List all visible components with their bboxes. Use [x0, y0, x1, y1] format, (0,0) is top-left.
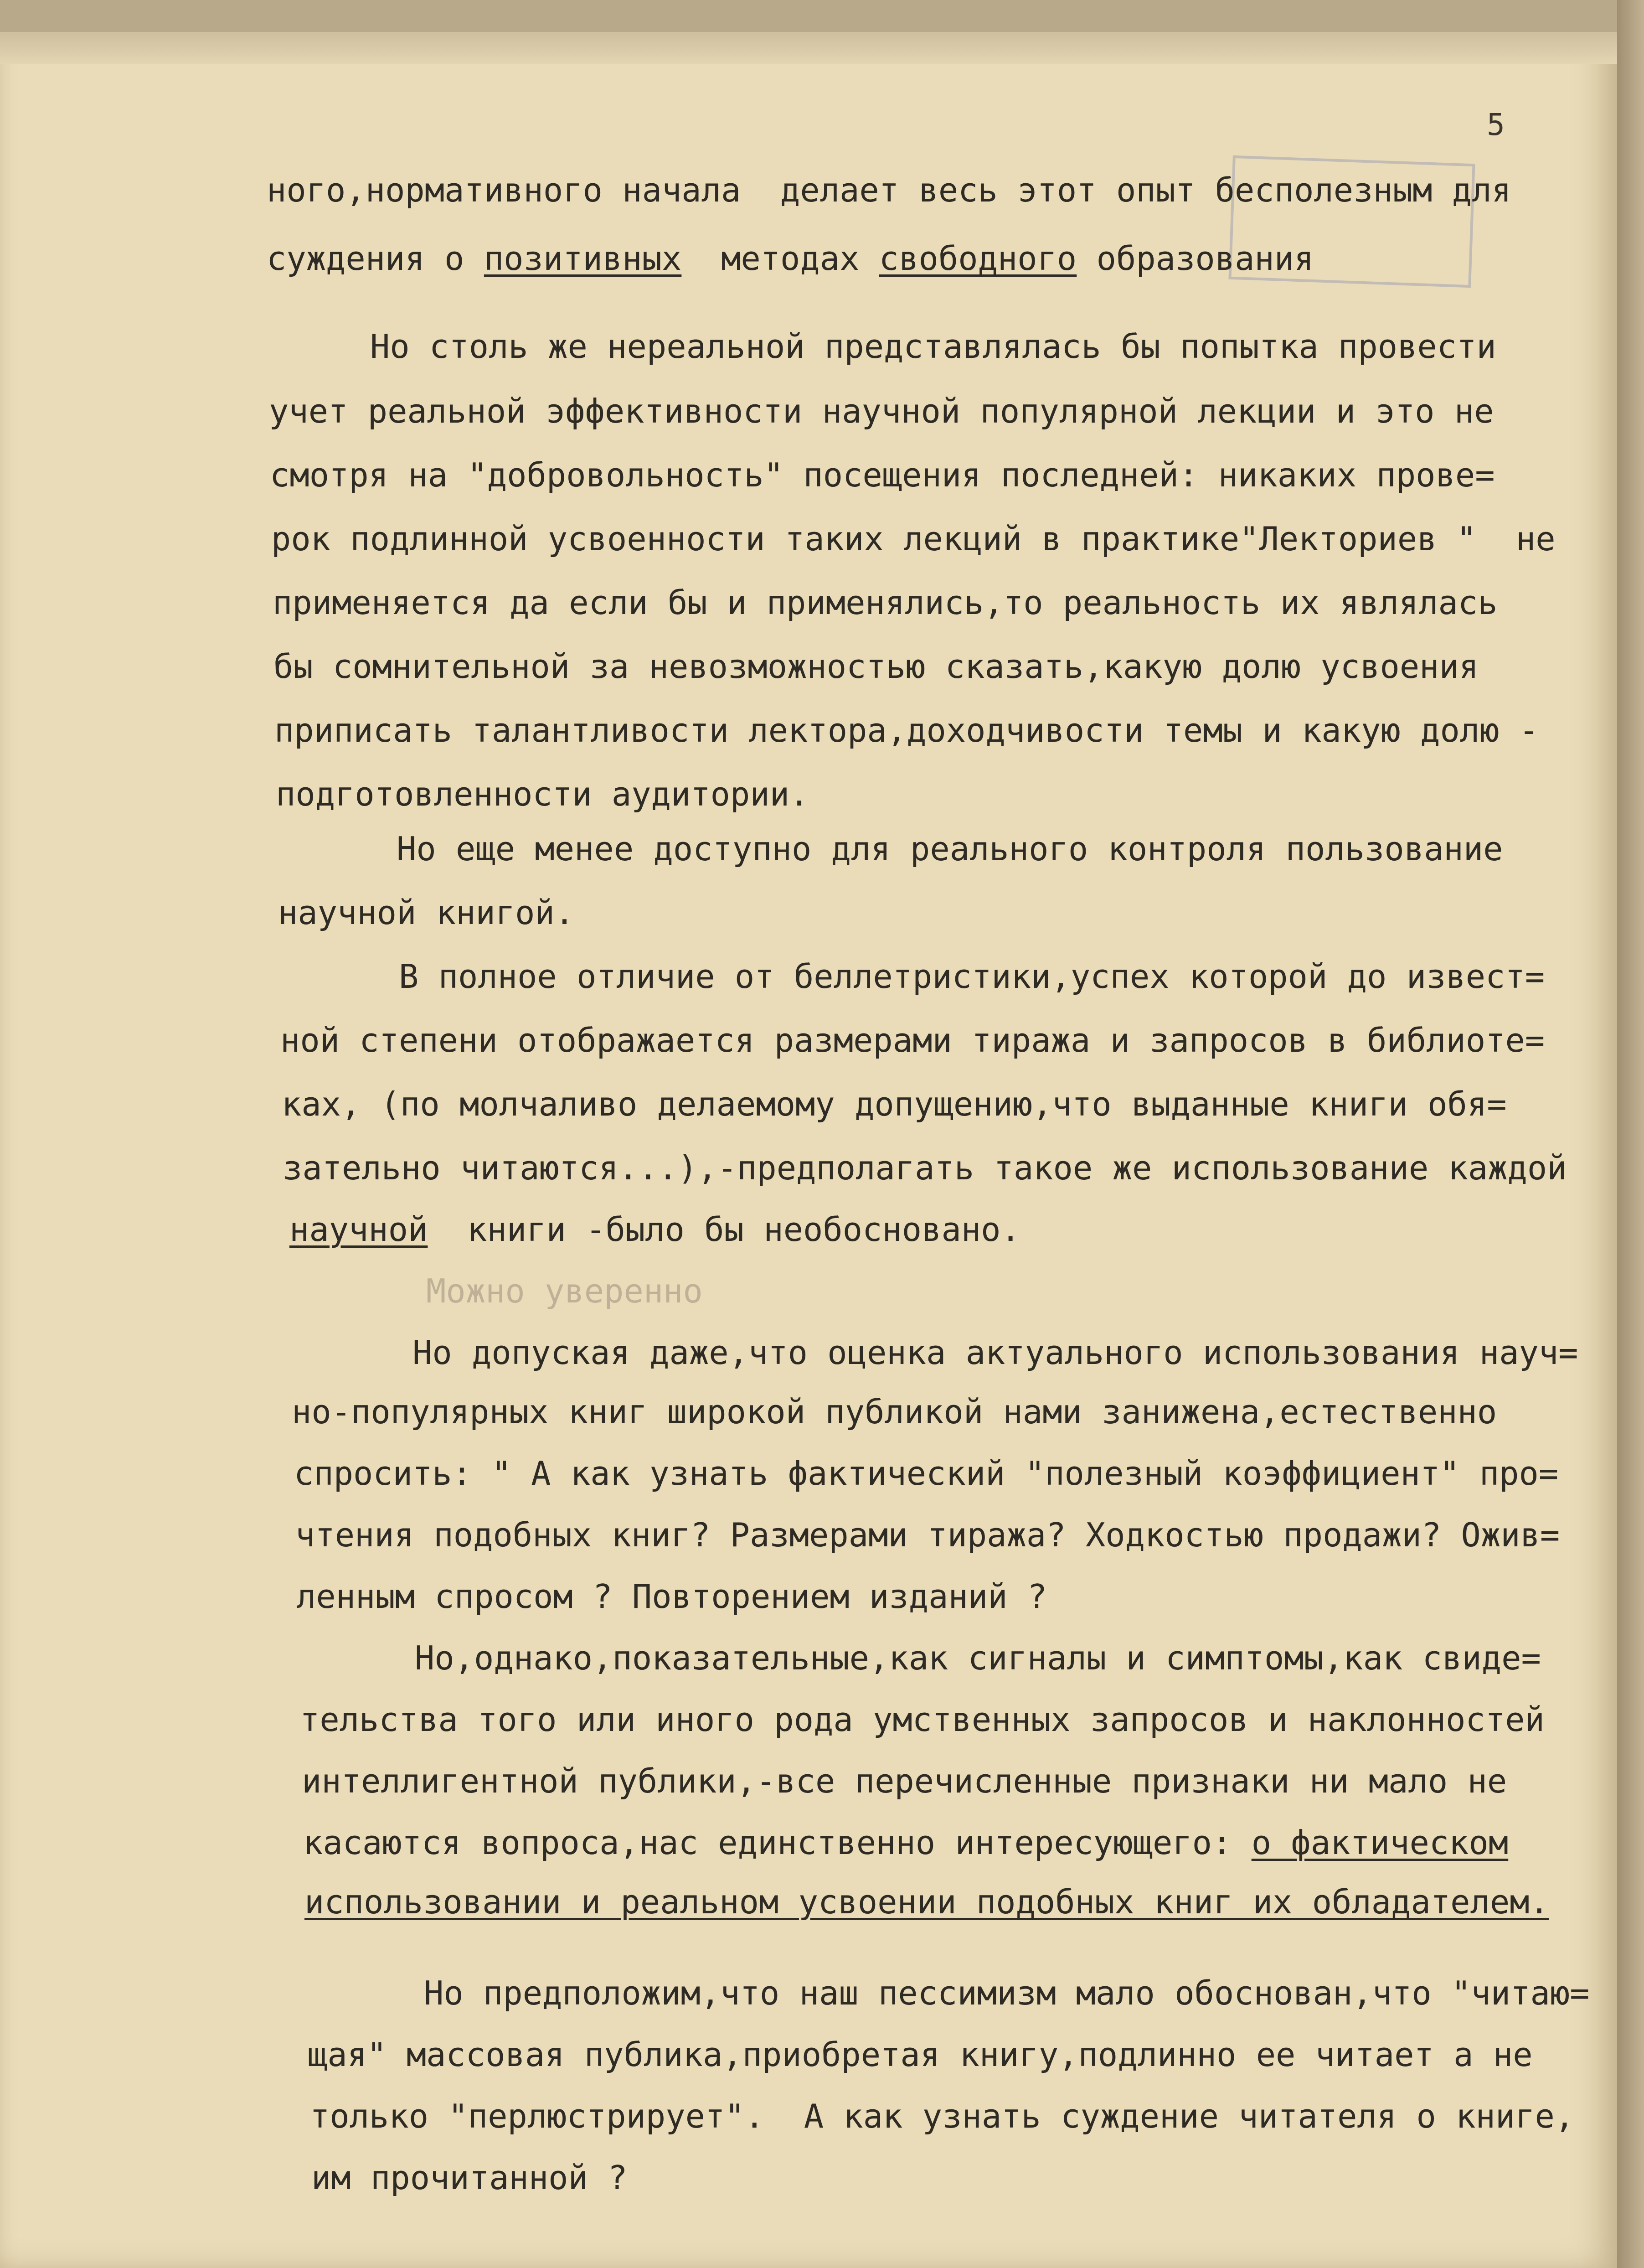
text-line: щая" массовая публика,приобретая книгу,подлинно ее читает а не [308, 2036, 1533, 2074]
text-line [304, 1883, 1549, 1921]
text-line: смотря на "добровольность" посещения последней: никаких прове= [270, 456, 1495, 494]
text-line: чтения подобных книг? Размерами тиража? Ходкостью продажи? Ожив= [295, 1516, 1560, 1554]
underlined-word: научной [289, 1210, 428, 1249]
text-line: зательно читаются...),-предполагать такое же использование каждой [283, 1149, 1567, 1187]
text-line: подготовленности аудитории. [276, 775, 809, 813]
text-line: только "перлюстрирует". А как узнать суждение читателя о книге, [310, 2097, 1575, 2135]
page-right-edge [1617, 0, 1644, 2268]
text-line: научной книгой. [278, 894, 575, 932]
text-line: но-популярных книг широкой публикой нами занижена,естественно [292, 1393, 1497, 1431]
underlined-word: позитивных [484, 239, 682, 278]
text-line: Но столь же нереальной представлялась бы попытка провести [370, 327, 1496, 366]
text-line: интеллигентной публики,-все перечисленные признаки ни мало не [302, 1762, 1507, 1800]
text-line: тельства того или иного рода умственных запросов и наклонностей [300, 1700, 1545, 1739]
text-line: ках, (по молчаливо делаемому допущению,что выданные книги обя= [282, 1085, 1507, 1123]
text-line: применяется да если бы и применялись,то реальность их являлась [273, 584, 1498, 622]
text-line: приписать талантливости лектора,доходчивости темы и какую долю - [274, 711, 1539, 749]
text-line: ной степени отображается размерами тиража и запросов в библиоте= [280, 1021, 1545, 1059]
underlined-word: свободного [879, 239, 1077, 278]
text-line: бы сомнительной за невозможностью сказать,какую долю усвоения [273, 647, 1479, 686]
text-line: Но предположим,что наш пессимизм мало обоснован,что "читаю= [424, 1974, 1590, 2012]
underlined-phrase: использовании и реальном усвоении подобных книг их обладателем. [304, 1883, 1549, 1921]
underlined-phrase: о фактическом [1251, 1824, 1509, 1862]
text-line: касаются вопроса,нас единственно интересующего: о фактическом [303, 1824, 1509, 1862]
text-line: Но еще менее доступно для реального контроля пользование [397, 830, 1503, 868]
text-line: спросить: " А как узнать фактический "полезный коэффициент" про= [294, 1454, 1559, 1493]
text-line: ленным спросом ? Повторением изданий ? [296, 1577, 1047, 1616]
faded-note: Можно уверенно [426, 1272, 703, 1310]
text-line: суждения о позитивных методах свободного образования [267, 239, 1314, 278]
page-top-edge [0, 32, 1644, 64]
text-line: им прочитанной ? [311, 2159, 628, 2197]
text-line: научной книги -было бы необосновано. [289, 1210, 1020, 1249]
text-line: учет реальной эффективности научной популярной лекции и это не [269, 392, 1494, 430]
text-line: В полное отличие от беллетристики,успех которой до извест= [399, 957, 1545, 996]
page-number: 5 [1487, 107, 1505, 142]
text-line: Но допуская даже,что оценка актуального использования науч= [412, 1333, 1578, 1372]
text-line: рок подлинной усвоенности таких лекций в практике"Лекториев " не [271, 520, 1556, 558]
text-line: Но,однако,показательные,как сигналы и симптомы,как свиде= [415, 1639, 1541, 1677]
text-line: ного,нормативного начала делает весь этот опыт бесполезным для [267, 171, 1511, 209]
